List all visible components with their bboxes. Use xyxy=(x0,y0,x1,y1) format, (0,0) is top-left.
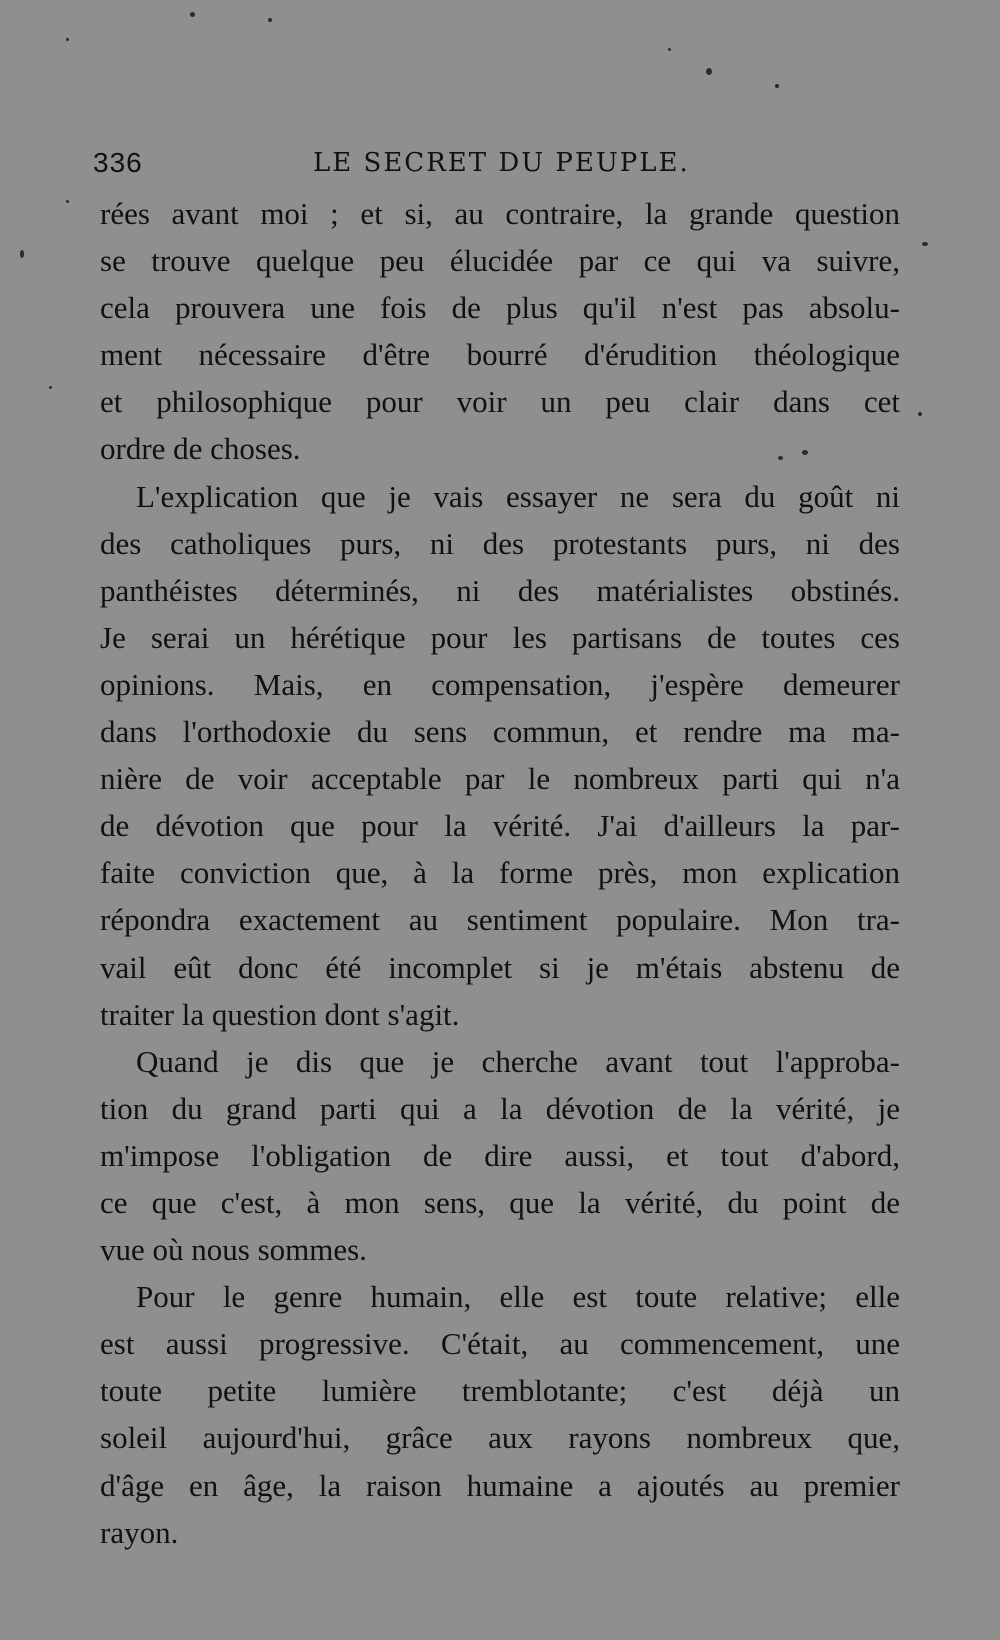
text-line: répondra exactement au sentiment populaire. Mon tra- xyxy=(100,902,900,938)
body-text xyxy=(100,190,900,1556)
text-line: se trouve quelque peu élucidée par ce qui va suivre, xyxy=(100,243,900,279)
scan-speck xyxy=(922,242,928,246)
scan-speck xyxy=(66,200,69,203)
text-line: Quand je dis que je cherche avant tout l'approba- xyxy=(136,1043,900,1079)
text-line: traiter la question dont s'agit. xyxy=(100,996,460,1032)
scan-speck xyxy=(268,18,272,22)
text-line: L'explication que je vais essayer ne sera du goût ni xyxy=(136,478,900,514)
text-line: de dévotion que pour la vérité. J'ai d'ailleurs la par- xyxy=(100,808,900,844)
text-line: faite conviction que, à la forme près, mon explication xyxy=(100,855,900,891)
text-line: panthéistes déterminés, ni des matérialistes obstinés. xyxy=(100,572,900,608)
text-line: ce que c'est, à mon sens, que la vérité, du point de xyxy=(100,1184,900,1220)
scan-speck xyxy=(706,68,712,75)
scan-speck xyxy=(49,386,52,389)
text-line: opinions. Mais, en compensation, j'espère demeurer xyxy=(100,666,900,702)
running-title: LE SECRET DU PEUPLE. xyxy=(313,148,690,178)
text-line: d'âge en âge, la raison humaine a ajoutés au premier xyxy=(100,1467,900,1503)
text-line: tion du grand parti qui a la dévotion de la vérité, je xyxy=(100,1090,900,1126)
scan-speck xyxy=(20,250,24,258)
scan-speck xyxy=(775,84,779,88)
text-line: ordre de choses. xyxy=(100,431,301,467)
scan-speck xyxy=(66,38,69,41)
scan-speck xyxy=(668,48,671,51)
text-line: dans l'orthodoxie du sens commun, et rendre ma ma- xyxy=(100,714,900,750)
text-line: nière de voir acceptable par le nombreux parti qui n'a xyxy=(100,761,900,797)
text-line: toute petite lumière tremblotante; c'est déjà un xyxy=(100,1373,900,1409)
text-line: est aussi progressive. C'était, au commencement, une xyxy=(100,1326,900,1362)
text-line: vail eût donc été incomplet si je m'étais abstenu de xyxy=(100,949,900,985)
text-line: et philosophique pour voir un peu clair dans cet xyxy=(100,384,900,420)
page-header xyxy=(93,145,908,185)
text-line: m'impose l'obligation de dire aussi, et tout d'abord, xyxy=(100,1137,900,1173)
text-line: Pour le genre humain, elle est toute relative; elle xyxy=(136,1279,900,1315)
text-line: vue où nous sommes. xyxy=(100,1232,367,1268)
text-line: soleil aujourd'hui, grâce aux rayons nombreux que, xyxy=(100,1420,900,1456)
scan-speck xyxy=(190,12,195,17)
scan-speck xyxy=(918,412,922,416)
text-line: des catholiques purs, ni des protestants purs, ni des xyxy=(100,525,900,561)
text-line: rayon. xyxy=(100,1514,179,1550)
page-number: 336 xyxy=(93,147,143,178)
text-line: cela prouvera une fois de plus qu'il n'est pas absolu- xyxy=(100,290,900,326)
text-line: ment nécessaire d'être bourré d'érudition théologique xyxy=(100,337,900,373)
text-line: rées avant moi ; et si, au contraire, la grande question xyxy=(100,196,900,231)
text-line: Je serai un hérétique pour les partisans de toutes ces xyxy=(100,619,900,655)
